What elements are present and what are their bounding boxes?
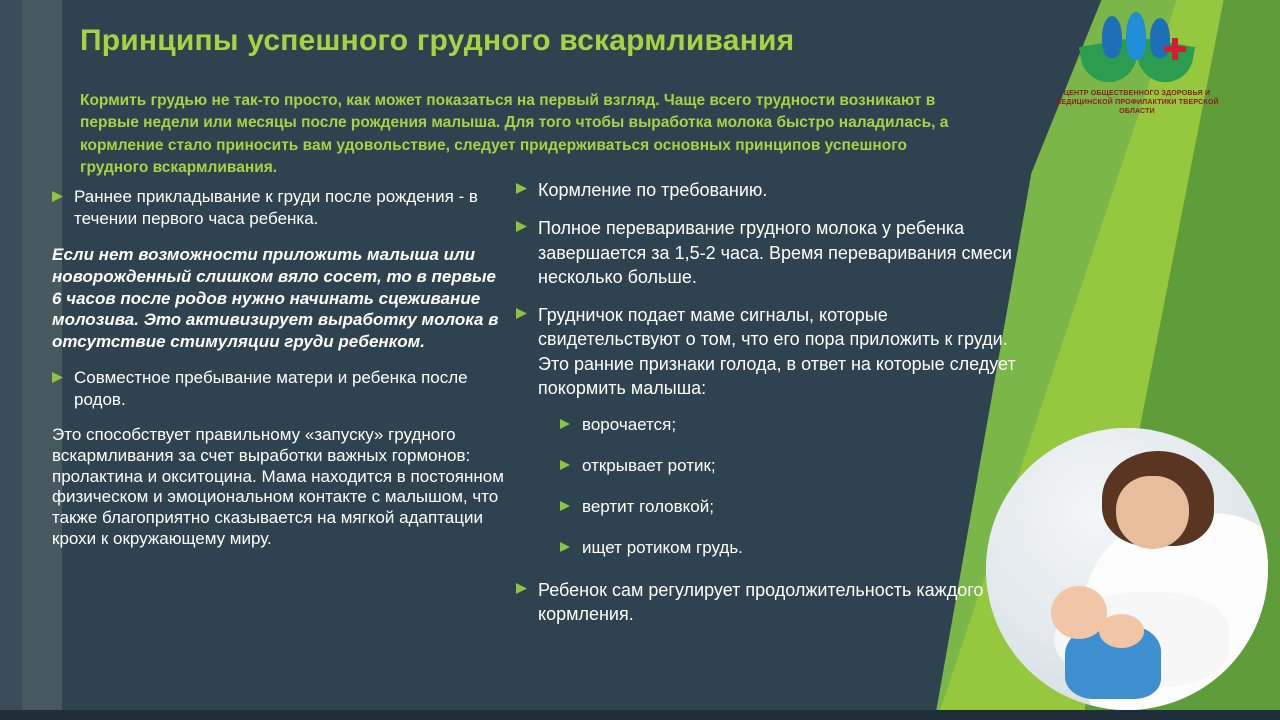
list-item	[516, 578, 1016, 627]
hunger-signs-sublist	[560, 414, 1016, 560]
list-item-label: ищет ротиком грудь.	[582, 538, 743, 558]
logo-mark-icon	[1082, 12, 1192, 86]
list-item	[516, 303, 1016, 400]
list-item-label: вертит головкой;	[582, 497, 714, 517]
mother-face-shape	[1116, 476, 1189, 549]
list-item-label: Грудничок подает маме сигналы, которые свидетельствуют о том, что его пора приложить к груди. Это ранние признаки голода, в ответ на которые следует покормить малыша:	[538, 305, 1016, 399]
figure-icon-1	[1102, 16, 1122, 58]
list-item	[516, 178, 1016, 202]
list-item	[560, 537, 1016, 560]
list-item	[52, 367, 507, 411]
triangle-bullet-icon	[516, 216, 538, 232]
triangle-bullet-icon	[560, 496, 582, 511]
paragraph-rooming-in-benefits: Это способствует правильному «запуску» грудного вскармливания за счет выработки важных гормонов: пролактина и окситоцина. Мама находится в постоянном физическом и эмоциональном контакте с малышом, что также благоприятно сказывается на мягкой адаптации крохи к окружающему миру.	[52, 425, 504, 548]
list-item-label: Полное переваривание грудного молока у ребенка завершается за 1,5-2 часа. Время переваривания смеси несколько больше.	[538, 218, 1012, 287]
list-item-label: открывает ротик;	[582, 456, 716, 476]
list-item-label: Раннее прикладывание к груди после рождения - в течении первого часа ребенка.	[74, 187, 478, 229]
list-item	[560, 496, 1016, 519]
background-bottom-bar	[0, 710, 1280, 720]
baby-arm-shape	[1099, 614, 1144, 648]
triangle-bullet-icon	[516, 578, 538, 594]
intro-paragraph: Кормить грудью не так-то просто, как может показаться на первый взгляд. Чаще всего трудности возникают в первые недели или месяцы после рождения малыша. Для того чтобы выработка молока быстро наладилась, а кормление стало приносить вам удовольствие, следует придерживаться основных принципов успешного грудного вскармливания.	[80, 92, 949, 177]
list-item	[560, 414, 1016, 437]
triangle-bullet-icon	[560, 455, 582, 470]
background-left-edge	[0, 0, 22, 720]
list-item-label: Ребенок сам регулирует продолжительность каждого кормления.	[538, 580, 984, 625]
list-item-label: Совместное пребывание матери и ребенка после родов.	[74, 367, 468, 410]
list-item	[560, 455, 1016, 478]
logo-caption: ЦЕНТР ОБЩЕСТВЕННОГО ЗДОРОВЬЯ И МЕДИЦИНСКОЙ ПРОФИЛАКТИКИ ТВЕРСКОЙ ОБЛАСТИ	[1055, 90, 1219, 115]
figure-icon-2	[1126, 12, 1146, 60]
triangle-bullet-icon	[516, 178, 538, 194]
list-item-label: Кормление по требованию.	[538, 180, 768, 200]
list-item	[516, 216, 1016, 289]
medical-cross-icon	[1164, 38, 1186, 60]
breastfeeding-photo	[986, 428, 1268, 710]
left-column	[52, 186, 507, 564]
right-column	[516, 178, 1016, 641]
triangle-bullet-icon	[52, 367, 74, 383]
triangle-bullet-icon	[52, 186, 74, 202]
list-item-label: ворочается;	[582, 415, 677, 435]
page-title: Принципы успешного грудного вскармливания	[80, 24, 795, 57]
organization-logo	[1042, 12, 1232, 116]
triangle-bullet-icon	[560, 414, 582, 429]
triangle-bullet-icon	[560, 537, 582, 552]
list-item	[52, 186, 507, 230]
triangle-bullet-icon	[516, 303, 538, 319]
paragraph-expressing-colostrum: Если нет возможности приложить малыша или новорожденный слишком вяло сосет, то в первые 6 часов после родов нужно начинать сцеживание молозива. Это активизирует выработку молока в отсутствие стимуляции груди ребенком.	[52, 245, 499, 352]
